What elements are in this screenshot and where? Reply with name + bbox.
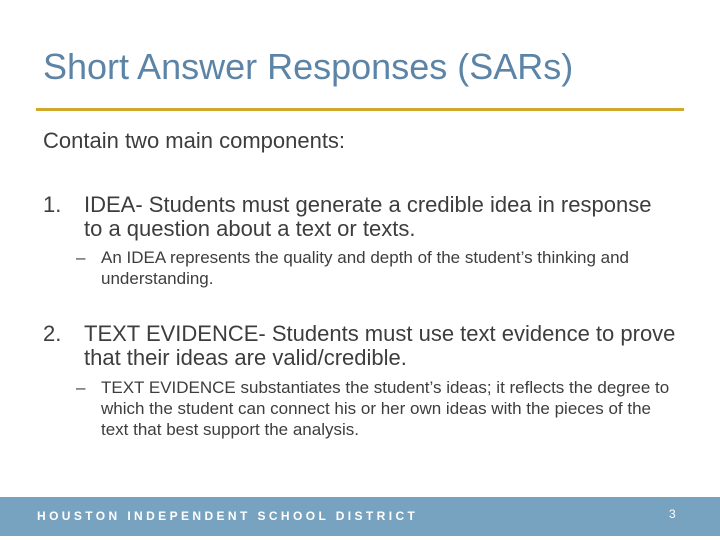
footer-organization: HOUSTON INDEPENDENT SCHOOL DISTRICT [37, 509, 419, 523]
intro-text: Contain two main components: [43, 128, 346, 153]
sub-item-text: TEXT EVIDENCE substantiates the student’s ideas; it reflects the degree to which the student can connect his or her own ideas with the pieces of the text that best support the analysis. [101, 378, 670, 439]
sub-item-dash: – [76, 248, 86, 267]
list-item-text: TEXT EVIDENCE- Students must use text evidence to prove that their ideas are valid/credible. [84, 321, 676, 370]
list-item-text: IDEA- Students must generate a credible idea in response to a question about a text or texts. [84, 192, 652, 241]
list-item-number: 2. [43, 321, 62, 346]
footer-bar [0, 497, 720, 536]
page-number: 3 [669, 507, 676, 521]
sub-item-text: An IDEA represents the quality and depth of the student’s thinking and understanding. [101, 248, 629, 288]
list-item-number: 1. [43, 192, 62, 217]
slide-title: Short Answer Responses (SARs) [43, 46, 574, 87]
sub-item-dash: – [76, 378, 86, 397]
sub-item-text-evidence [76, 377, 676, 440]
list-item-idea [43, 193, 663, 241]
list-item-text-evidence [43, 322, 683, 370]
sub-item-idea [76, 247, 676, 289]
title-divider [36, 108, 684, 111]
